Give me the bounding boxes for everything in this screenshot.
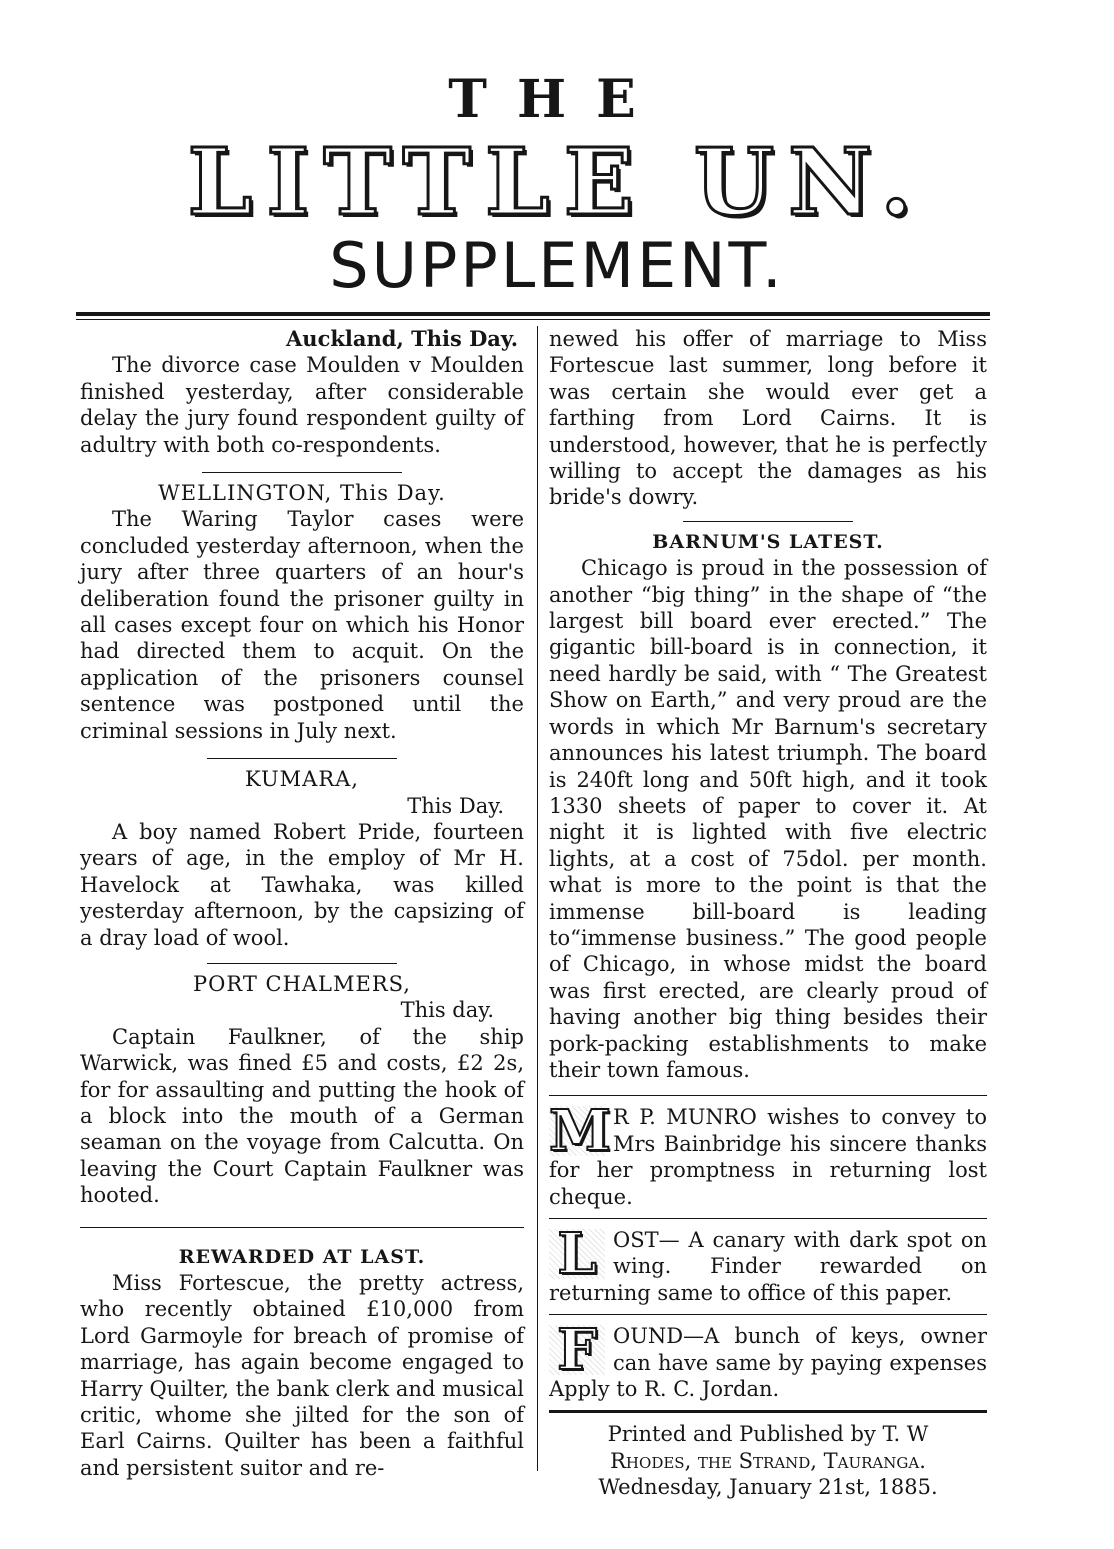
- notice-body: OST— A canary with dark spot on wing. Finder rewarded on returning same to office of this paper.: [549, 1228, 987, 1305]
- dropcap-l: L: [549, 1229, 605, 1279]
- article-rewarded-continued: newed his offer of marriage to Miss Fortescue last summer, long before it was certain she would ever get a farthing from Lord Cairns. It is understood, however, that he is perfectly willing to accept the damages as his bride's dowry.: [549, 327, 987, 510]
- article-body: Chicago is proud in the possession of another “big thing” in the shape of “the largest bill board ever erected.” The gigantic bill-board is in connection, it need hardly be said, with “ The Greatest Show on Earth,” and very proud are the words in which Mr Barnum's secretary announces his latest triumph. The board is 240ft long and 50ft high, and it took 1330 sheets of paper to cover it. At night it is lighted with five electric lights, at a cost of 75dol. per month. what is more to the point is that the immense bill-board is leading to“immense business.” The good people of Chicago, in whose midst the board was first erected, are clearly proud of having another big thing besides their pork-packing establishments to make their town famous.: [549, 556, 987, 1082]
- masthead-rule: [76, 312, 990, 316]
- notice-found: [549, 1317, 987, 1402]
- column-divider: [537, 326, 538, 1471]
- dateline-wellington: WELLINGTON, This Day.: [158, 481, 446, 506]
- article-body: Miss Fortescue, the pretty actress, who recently obtained £10,000 from Lord Garmoyle for breach of promise of marriage, has again become engaged to Harry Quilter, the bank clerk and musical critic, whome she jilted for the son of Earl Cairns. Quilter has been a faithful and persistent suitor and re-: [80, 1271, 524, 1480]
- article-kumara: [80, 766, 524, 951]
- section-rule: [207, 963, 397, 964]
- section-rule: [549, 1095, 987, 1096]
- heading-rewarded: REWARDED AT LAST.: [178, 1245, 426, 1268]
- section-rule: [683, 521, 853, 522]
- article-body: Captain Faulkner, of the ship Warwick, was fined £5 and costs, £2 2s, for for assaulting and putting the hook of a block into the mouth of a German seaman on the voyage from Calcutta. On leaving the Court Captain Faulkner was hooted.: [80, 1024, 524, 1208]
- article-body: The Waring Taylor cases were concluded yesterday afternoon, when the jury after three quarters of an hour's deliberation found the prisoner guilty in all cases except four on which his Honor had directed them to acquit. On the application of the prisoners counsel sentence was postponed until the criminal sessions in July next.: [80, 507, 524, 743]
- masthead-the: THE: [448, 69, 666, 130]
- dateline-port-chalmers-place: PORT CHALMERS,: [193, 971, 411, 996]
- article-auckland: [80, 326, 524, 458]
- section-rule: [80, 1227, 524, 1228]
- section-rule: [549, 1314, 987, 1315]
- article-body: A boy named Robert Pride, fourteen years of age, in the employ of Mr H. Havelock at Tawhaka, was killed yesterday afternoon, by the capsizing of a dray load of wool.: [80, 819, 524, 950]
- section-rule: [549, 1218, 987, 1219]
- section-rule: [202, 472, 402, 473]
- heading-barnum: BARNUM'S LATEST.: [652, 530, 884, 553]
- left-column: [80, 326, 524, 1481]
- imprint-date: Wednesday, January 21st, 1885.: [598, 1475, 938, 1500]
- dropcap-f: F: [549, 1325, 605, 1375]
- notice-body: OUND—A bunch of keys, owner can have same by paying expenses Apply to R. C. Jordan.: [549, 1324, 987, 1402]
- dropcap-m: M: [549, 1098, 611, 1165]
- right-column: [549, 326, 987, 1501]
- dateline-auckland: Auckland, This Day.: [286, 326, 518, 351]
- dateline-kumara-day: This Day.: [407, 793, 504, 818]
- dateline-kumara-place: KUMARA,: [245, 767, 359, 792]
- article-rewarded: [80, 1244, 524, 1482]
- article-port-chalmers: [80, 971, 524, 1209]
- notice-munro: [549, 1098, 987, 1210]
- article-wellington: [80, 480, 524, 744]
- notice-lost: [549, 1221, 987, 1306]
- article-body: The divorce case Moulden v Moulden finished yesterday, after considerable delay the jury found respondent guilty of adultry with both co-respondents.: [80, 353, 524, 457]
- imprint-line-1: Printed and Published by T. W: [607, 1422, 929, 1447]
- masthead-title: LITTLE UN.: [187, 128, 927, 236]
- imprint: [549, 1421, 987, 1500]
- imprint-line-2: Rhodes, the Strand, Tauranga.: [610, 1448, 926, 1473]
- section-rule: [207, 758, 397, 759]
- masthead-subtitle: SUPPLEMENT.: [329, 229, 785, 302]
- notice-body: R P. MUNRO wishes to convey to Mrs Bainbridge his sincere thanks for her promptness in returning lost cheque.: [549, 1105, 987, 1209]
- masthead-rule-thin: [76, 319, 990, 320]
- imprint-rule: [549, 1410, 987, 1413]
- article-barnum: [549, 529, 987, 1084]
- dateline-port-chalmers-day: This day.: [400, 998, 494, 1023]
